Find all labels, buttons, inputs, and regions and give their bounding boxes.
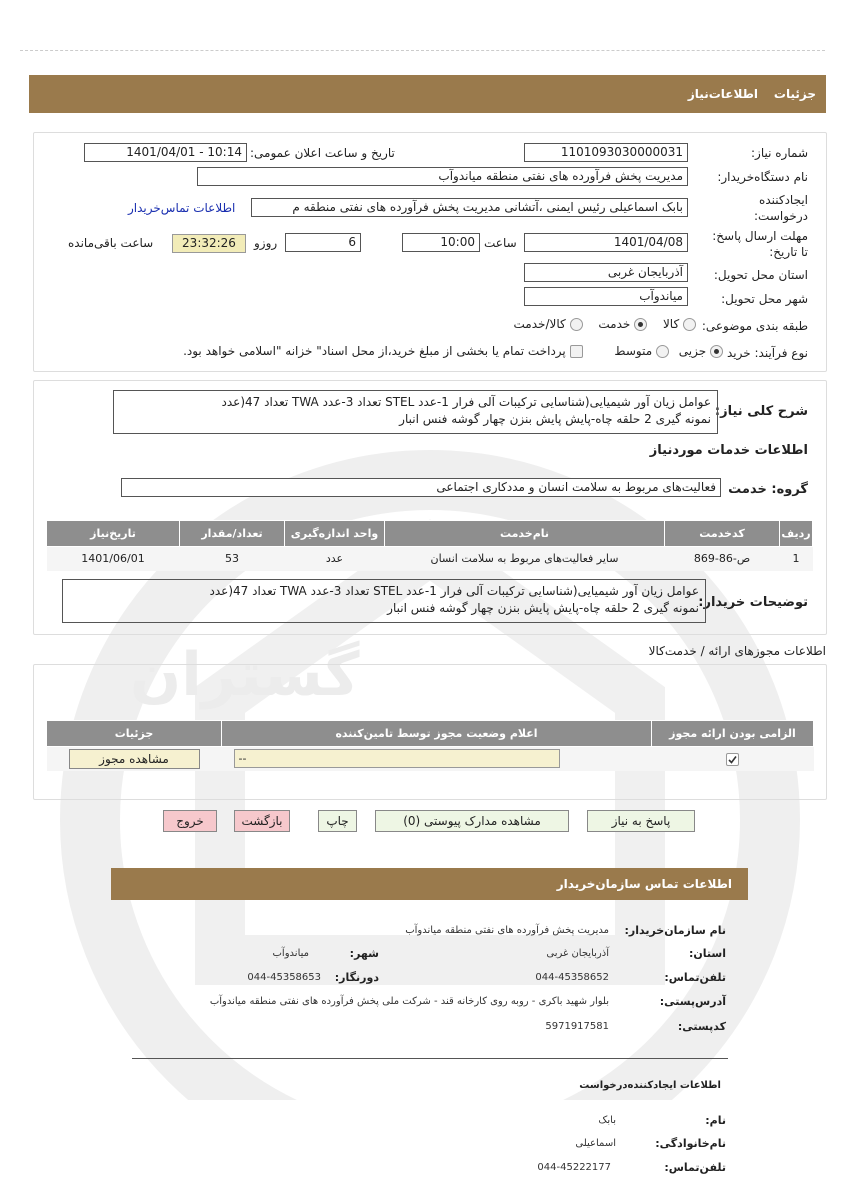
- family-value: اسماعیلی: [575, 1138, 616, 1149]
- address-label: آدرس‌پستی:: [659, 995, 726, 1008]
- creator-phone-value: 044-45222177: [537, 1162, 611, 1173]
- deadline-time-field: 10:00: [402, 233, 480, 252]
- creator-field: بابک اسماعیلی رئیس ایمنی ،آتشانی مدیریت پخش فرآورده های نفتی منطقه م: [251, 198, 688, 217]
- remaining-time: 23:32:26: [172, 234, 246, 253]
- postal-label: کدپستی:: [677, 1020, 726, 1033]
- category-goods-radio[interactable]: [683, 318, 696, 331]
- permits-title: اطلاعات مجوزهای ارائه / خدمت‌کالا: [648, 644, 826, 658]
- buyer-notes-line-2: نمونه گیری 2 حلقه چاه-پایش پایش بنزن چهار گوشه فنس انبار: [387, 601, 699, 615]
- treasury-checkbox[interactable]: [570, 345, 583, 358]
- buyer-field: مدیریت پخش فرآورده های نفتی منطقه میاندوآب: [197, 167, 688, 186]
- tab-details[interactable]: جزئیات: [773, 87, 816, 101]
- group-label: گروه: خدمت: [728, 482, 808, 497]
- fax-value: 044-45358653: [247, 972, 321, 983]
- col-qty: تعداد/مقدار: [180, 521, 285, 547]
- family-label: نام‌خانوادگی:: [655, 1137, 726, 1150]
- group-field: فعالیت‌های مربوط به سلامت انسان و مددکاری اجتماعی: [121, 478, 721, 497]
- category-both-label: کالا/خدمت: [513, 317, 566, 331]
- category-goods-label: کالا: [662, 317, 680, 331]
- need-number-field: 1101093030000031: [524, 143, 688, 162]
- process-partial-label: جزیی: [678, 344, 707, 358]
- attachments-button[interactable]: مشاهده مدارک پیوستی (0): [375, 810, 569, 832]
- summary-line-1: عوامل زیان آور شیمیایی(شناسایی ترکیبات آلی فرار 1-عدد STEL تعداد 3-عدد TWA تعداد 47(عدد: [221, 395, 711, 409]
- remaining-label: ساعت باقی‌مانده: [68, 236, 154, 250]
- city-info-label: شهر:: [349, 947, 379, 960]
- announce-field: 1401/04/01 - 10:14: [84, 143, 247, 162]
- permits-table-header: [47, 721, 814, 747]
- address-value: بلوار شهید باکری - روبه روی کارخانه قند - شرکت ملی پخش فرآورده های نفتی منطقه میاندوآب: [209, 996, 609, 1007]
- announce-label: تاریخ و ساعت اعلان عمومی:: [250, 146, 395, 160]
- category-service-radio[interactable]: [634, 318, 647, 331]
- cell-unit: عدد: [285, 547, 385, 571]
- process-medium-label: متوسط: [614, 344, 653, 358]
- creator-label: ایجادکننده درخواست:: [754, 193, 808, 223]
- col-code: کدخدمت: [665, 521, 780, 547]
- cell-qty: 53: [180, 547, 285, 571]
- col-permit-required: الزامی بودن ارائه مجوز: [652, 721, 814, 747]
- reply-button[interactable]: پاسخ به نیاز: [587, 810, 695, 832]
- service-table-header: [47, 521, 813, 547]
- cell-code: ص-86-869: [665, 547, 780, 571]
- need-number-label: شماره نیاز:: [751, 146, 808, 160]
- table-row: [47, 747, 814, 771]
- org-value: مدیریت پخش فرآورده های نفتی منطقه میاندوآب: [405, 925, 609, 936]
- creator-info-title: اطلاعات ایجادکننده‌درخواست: [579, 1080, 721, 1091]
- name-label: نام:: [705, 1114, 726, 1127]
- permit-status-cell: [222, 747, 652, 771]
- col-unit: واحد اندازه‌گیری: [285, 521, 385, 547]
- contact-header: [111, 868, 748, 900]
- contact-title: اطلاعات تماس سازمان‌خریدار: [556, 877, 732, 891]
- org-label: نام سازمان‌خریدار:: [624, 924, 726, 937]
- cell-name: سایر فعالیت‌های مربوط به سلامت انسان: [385, 547, 665, 571]
- permit-details-cell: [47, 747, 222, 771]
- process-medium-radio[interactable]: [656, 345, 669, 358]
- cell-date: 1401/06/01: [47, 547, 180, 571]
- city-field: میاندوآب: [524, 287, 688, 306]
- col-row: ردیف: [780, 521, 813, 547]
- category-both-radio[interactable]: [570, 318, 583, 331]
- time-label: ساعت: [484, 236, 517, 250]
- process-partial-radio[interactable]: [710, 345, 723, 358]
- province-field: آذربایجان غربی: [524, 263, 688, 282]
- exit-button[interactable]: خروج: [163, 810, 217, 832]
- creator-phone-label: تلفن‌تماس:: [664, 1161, 726, 1174]
- view-permit-button[interactable]: مشاهده مجوز: [69, 749, 200, 769]
- province-info-label: استان:: [689, 947, 726, 960]
- watermark-text: گستران: [130, 640, 360, 710]
- permit-required-checkbox: [726, 753, 739, 766]
- col-permit-details: جزئیات: [47, 721, 222, 747]
- print-button[interactable]: چاپ: [318, 810, 357, 832]
- permit-required-cell: [652, 747, 814, 771]
- deadline-date-field: 1401/04/08: [524, 233, 688, 252]
- process-label: نوع فرآیند: خرید: [727, 346, 808, 360]
- category-label: طبقه بندی موضوعی:: [701, 319, 808, 333]
- col-date: تاریخ‌نیاز: [47, 521, 180, 547]
- province-label: استان محل تحویل:: [713, 268, 808, 282]
- days-field: 6: [285, 233, 361, 252]
- buyer-contact-link[interactable]: اطلاعات تماس‌خریدار: [128, 201, 236, 215]
- service-table: [46, 520, 813, 571]
- process-options: [183, 344, 723, 358]
- city-label: شهر محل تحویل:: [721, 292, 808, 306]
- city-info-value: میاندوآب: [272, 948, 309, 959]
- check-icon: [727, 754, 738, 765]
- summary-line-2: نمونه گیری 2 حلقه چاه-پایش پایش بنزن چهار گوشه فنس انبار: [399, 412, 711, 426]
- table-row: [47, 547, 813, 571]
- top-divider: [20, 50, 825, 51]
- buyer-notes-box: [62, 579, 706, 623]
- payment-note: پرداخت تمام یا بخشی از مبلغ خرید،از محل اسناد" خزانه "اسلامی خواهد بود.: [183, 344, 566, 358]
- phone-label: تلفن‌تماس:: [664, 971, 726, 984]
- col-name: نام‌خدمت: [385, 521, 665, 547]
- buyer-label: نام دستگاه‌خریدار:: [717, 170, 808, 184]
- permit-status-field[interactable]: --: [234, 749, 560, 768]
- postal-value: 5971917581: [545, 1021, 609, 1032]
- summary-label: شرح کلی نیاز:: [714, 404, 808, 419]
- buyer-notes-label: توضیحات خریدار:: [698, 595, 808, 610]
- province-info-value: آذربایجان غربی: [546, 948, 609, 959]
- category-options: [514, 317, 696, 331]
- services-title: اطلاعات خدمات موردنیاز: [649, 443, 808, 458]
- tab-need-info[interactable]: اطلاعات‌نیاز: [687, 87, 758, 101]
- fax-label: دورنگار:: [334, 971, 379, 984]
- deadline-label: مهلت ارسال پاسخ: تا تاریخ:: [712, 229, 808, 259]
- category-service-label: خدمت: [598, 317, 631, 331]
- days-label: روزو: [254, 236, 278, 250]
- cell-row: 1: [780, 547, 813, 571]
- name-value: بابک: [598, 1115, 616, 1126]
- permits-table: [46, 720, 814, 771]
- summary-box: [113, 390, 718, 434]
- page-header: [29, 75, 826, 113]
- phone-value: 044-45358652: [535, 972, 609, 983]
- col-permit-status: اعلام وضعیت مجوز توسط تامین‌کننده: [222, 721, 652, 747]
- buyer-notes-line-1: عوامل زیان آور شیمیایی(شناسایی ترکیبات آلی فرار 1-عدد STEL تعداد 3-عدد TWA تعداد 47(عدد: [209, 584, 699, 598]
- contact-divider: [132, 1058, 728, 1059]
- back-button[interactable]: بازگشت: [234, 810, 290, 832]
